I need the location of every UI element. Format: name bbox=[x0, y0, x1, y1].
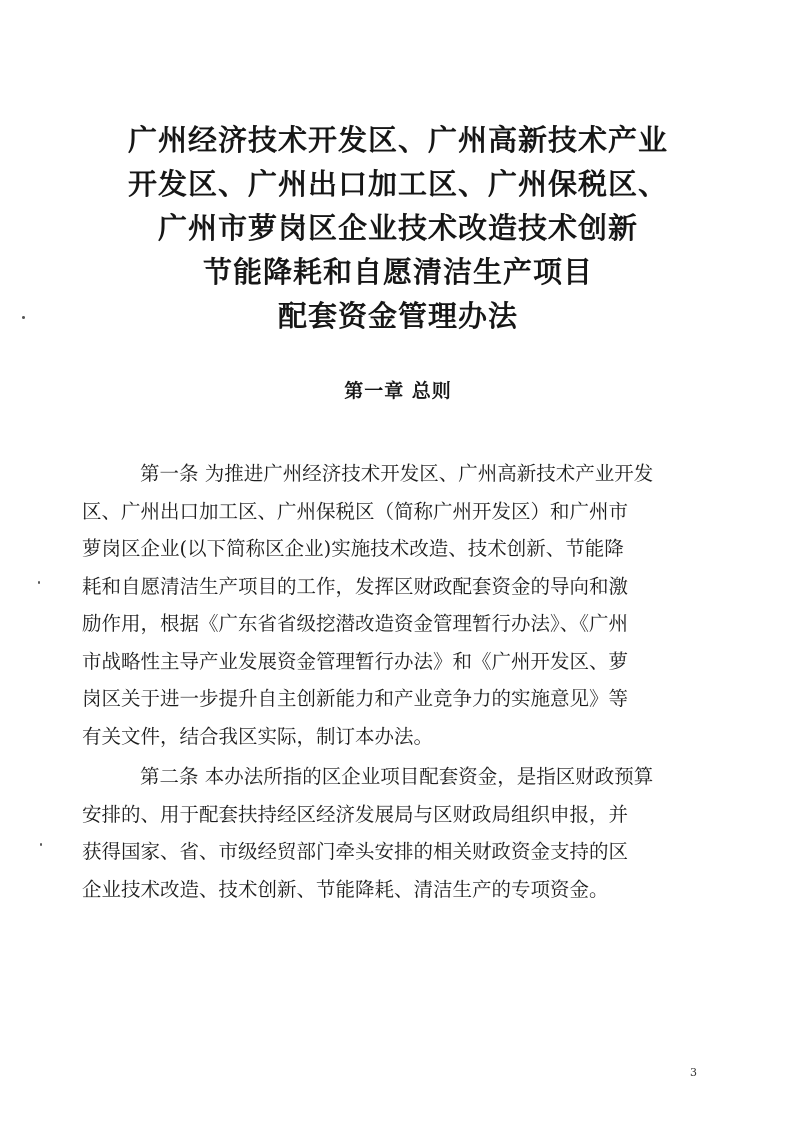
scan-speck bbox=[38, 581, 40, 584]
scan-speck bbox=[40, 843, 42, 846]
article-1-line: 励作用，根据《广东省省级挖潜改造资金管理暂行办法》、《广州 bbox=[82, 612, 629, 635]
article-1-line: 萝岗区企业(以下简称区企业)实施技术改造、技术创新、节能降 bbox=[82, 537, 624, 560]
chapter-heading: 第一章 总则 bbox=[344, 380, 452, 402]
article-2 bbox=[82, 758, 716, 908]
article-1 bbox=[82, 455, 716, 755]
body-text bbox=[82, 455, 716, 908]
article-1-line: 市战略性主导产业发展资金管理暂行办法》和《广州开发区、萝 bbox=[82, 649, 629, 673]
article-1-line: 耗和自愿清洁生产项目的工作，发挥区财政配套资金的导向和激 bbox=[82, 574, 629, 598]
article-1-line: 有关文件，结合我区实际，制订本办法。 bbox=[82, 724, 434, 748]
page-number: 3 bbox=[690, 1066, 697, 1079]
title-line-1: 广州经济技术开发区、广州高新技术产业 bbox=[127, 123, 668, 157]
article-2-line: 第二条 本办法所指的区企业项目配套资金，是指区财政预算 bbox=[140, 765, 654, 788]
article-1-line: 第一条 为推进广州经济技术开发区、广州高新技术产业开发 bbox=[140, 462, 654, 485]
scan-speck bbox=[22, 316, 25, 319]
document-title bbox=[100, 118, 696, 338]
article-1-line: 区、广州出口加工区、广州保税区（简称广州开发区）和广州市 bbox=[82, 499, 629, 523]
title-line-3: 广州市萝岗区企业技术改造技术创新 bbox=[157, 211, 638, 245]
article-2-line: 安排的、用于配套扶持经区经济发展局与区财政局组织申报，并 bbox=[82, 802, 629, 826]
article-2-line: 获得国家、省、市级经贸部门牵头安排的相关财政资金支持的区 bbox=[82, 840, 629, 863]
article-1-line: 岗区关于进一步提升自主创新能力和产业竞争力的实施意见》等 bbox=[82, 687, 629, 710]
article-2-line: 企业技术改造、技术创新、节能降耗、清洁生产的专项资金。 bbox=[82, 877, 609, 901]
title-line-2: 开发区、广州出口加工区、广州保税区、 bbox=[127, 167, 668, 201]
title-line-5: 配套资金管理办法 bbox=[277, 299, 518, 333]
title-line-4: 节能降耗和自愿清洁生产项目 bbox=[202, 255, 593, 289]
